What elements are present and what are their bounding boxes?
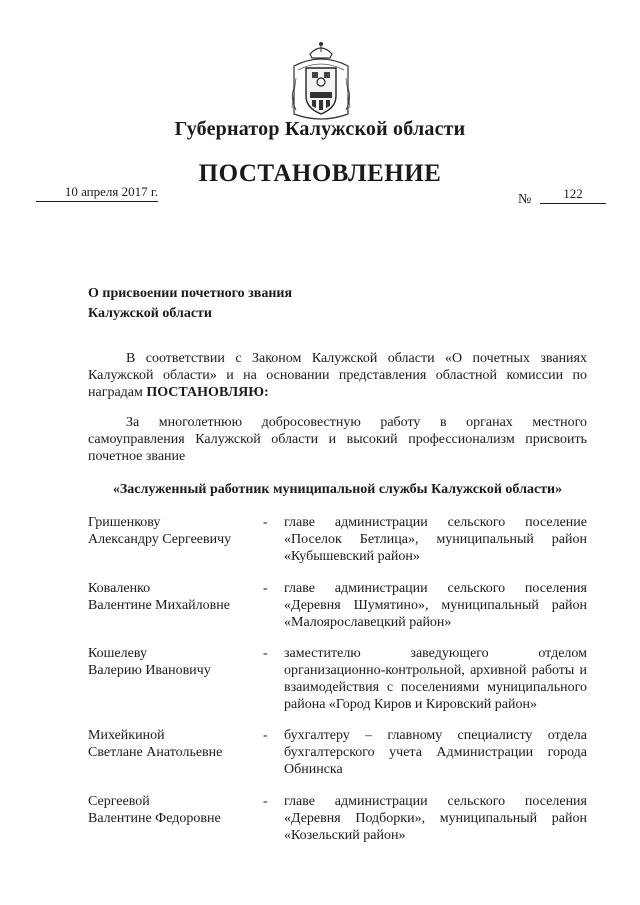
decision-paragraph: За многолетнюю добросовестную работу в органах местного самоуправления Калужской области и высокий профессионализм присвоить почетное звание [88,415,587,464]
recipient-name [88,580,258,614]
recipient-dash: - [263,646,268,661]
document-subject [88,284,292,324]
recipient-given-names: Валерию Ивановичу [88,663,211,678]
resolve-word: ПОСТАНОВЛЯЮ: [146,385,269,400]
authority-title: Губернатор Калужской области [174,118,466,140]
recipient-dash: - [263,794,268,809]
subject-line-1: О присвоении почетного звания [88,286,293,301]
recipient-given-names: Валентине Федоровне [88,811,221,826]
preamble-text: В соответствии с Законом Калужской области «О почетных званиях Калужской области» и на основании представления областной комиссии по наградам [88,351,587,400]
number-label: № [518,192,532,207]
recipient-role: главе администрации сельского поселения «Деревня Шумятино», муниципальный район «Малоярославецкий район» [284,581,587,630]
coat-of-arms-icon [288,38,354,126]
recipient-surname: Гришенкову [88,515,161,530]
recipient-name [88,514,258,548]
recipient-name [88,727,258,761]
award-title: «Заслуженный работник муниципальной службы Калужской области» [112,482,563,497]
document-date: 10 апреля 2017 г. [36,184,158,202]
recipient-surname: Михейкиной [88,728,165,743]
recipient-name [88,645,258,679]
document-type: ПОСТАНОВЛЕНИЕ [198,160,442,187]
preamble-paragraph [88,350,587,401]
recipient-role: главе администрации сельского поселение «Поселок Бетлица», муниципальный район «Кубышевский район» [284,515,587,564]
recipient-dash: - [263,581,268,596]
recipient-dash: - [263,728,268,743]
recipient-role: главе администрации сельского поселения «Деревня Подборки», муниципальный район «Козельский район» [284,794,587,843]
document-number: 122 [540,186,606,204]
recipient-given-names: Александру Сергеевичу [88,532,232,547]
recipient-given-names: Валентине Михайловне [88,598,230,613]
recipient-name [88,793,258,827]
recipient-role: бухгалтеру – главному специалисту отдела бухгалтерского учета Администрации города Обнинска [284,728,587,777]
recipient-role: заместителю заведующего отделом организационно-контрольной, архивной работы и взаимодействия с поселениями муниципального района «Город Киров и Кировский район» [284,646,587,712]
recipient-surname: Кошелеву [88,646,147,661]
subject-line-2: Калужской области [88,306,212,321]
recipient-dash: - [263,515,268,530]
recipient-surname: Коваленко [88,581,151,596]
recipient-given-names: Светлане Анатольевне [88,745,223,760]
recipient-surname: Сергеевой [88,794,150,809]
